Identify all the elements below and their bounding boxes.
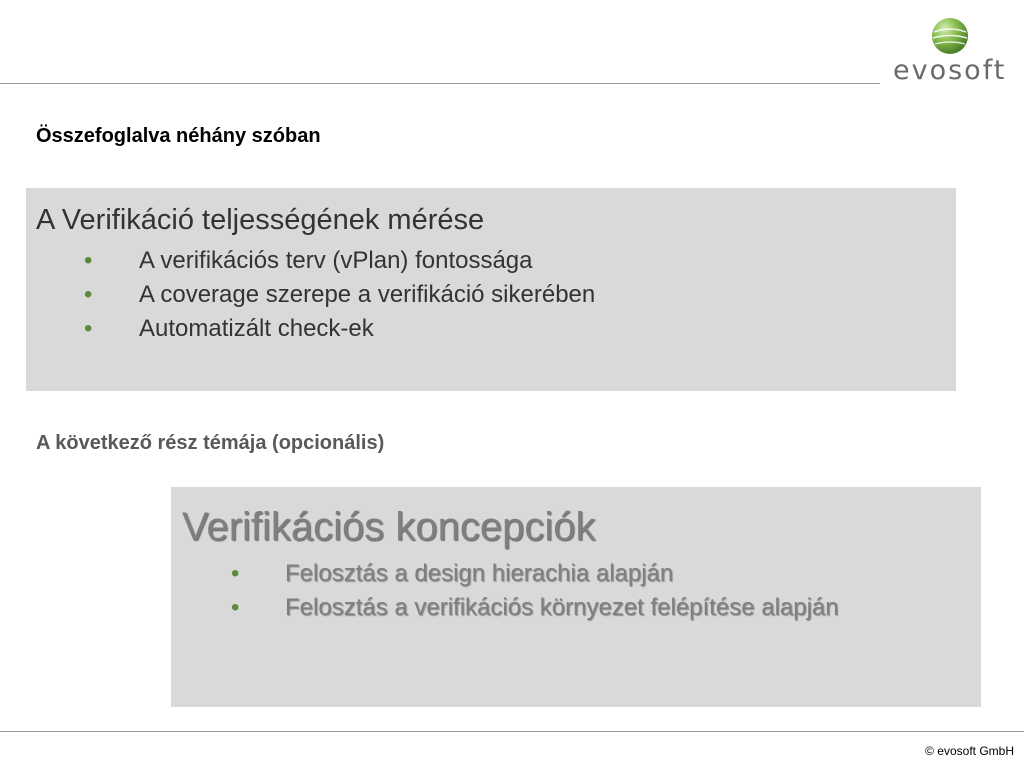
summary-box [26, 188, 956, 391]
list-item [84, 278, 595, 312]
globe-icon [930, 16, 970, 56]
list-item-text: A coverage szerepe a verifikáció sikerében [139, 281, 596, 308]
list-item-text: Automatizált check-ek [139, 315, 374, 342]
summary-bullet-list [84, 244, 595, 346]
summary-box-title: A Verifikáció teljességének mérése [36, 204, 485, 236]
next-topic-heading: A következő rész témája (opcionális) [36, 432, 385, 454]
bullet-icon: • [84, 315, 93, 342]
bullet-icon: • [84, 247, 93, 274]
list-item-text: Felosztás a design hierachia alapján [285, 560, 674, 587]
next-topic-box [171, 487, 981, 707]
next-topic-bullet-list [231, 557, 839, 625]
list-item [231, 557, 839, 591]
bullet-icon: • [84, 281, 93, 308]
next-topic-title: Verifikációs koncepciók [182, 505, 596, 549]
slide-heading: Összefoglalva néhány szóban [36, 125, 321, 147]
header-divider [0, 83, 880, 84]
bullet-icon: • [231, 560, 240, 587]
bullet-icon: • [231, 594, 240, 621]
evosoft-logo [893, 14, 1013, 86]
footer-divider [0, 731, 1024, 732]
list-item-text: Felosztás a verifikációs környezet felépítése alapján [285, 594, 839, 621]
logo-wordmark: evosoft [893, 55, 1007, 86]
list-item [84, 244, 595, 278]
list-item [84, 312, 595, 346]
copyright-text: © evosoft GmbH [925, 744, 1014, 758]
list-item [231, 591, 839, 625]
list-item-text: A verifikációs terv (vPlan) fontossága [139, 247, 533, 274]
